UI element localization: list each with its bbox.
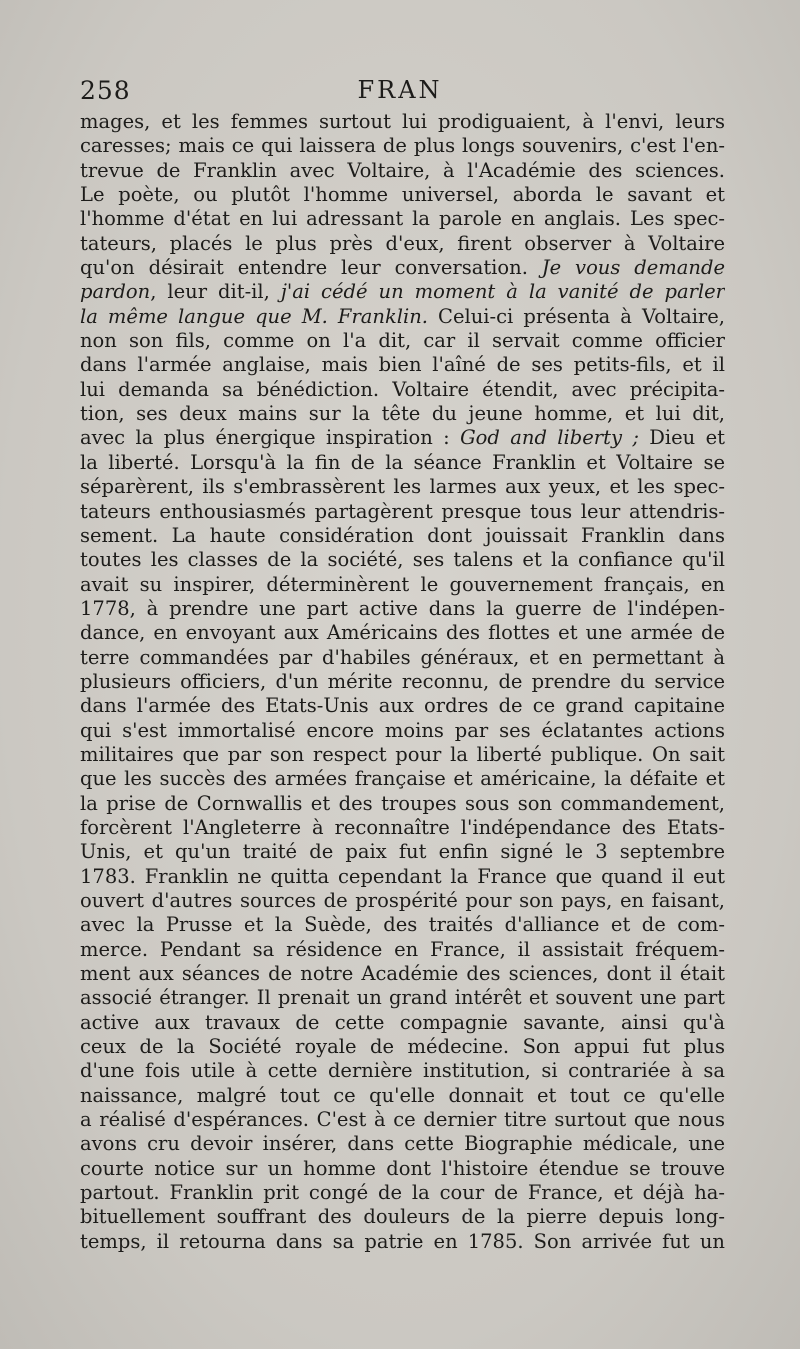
text-line — [80, 232, 725, 256]
italic-text: Je vous demande — [541, 256, 725, 280]
page-header — [80, 76, 720, 110]
text-segment: qui s'est immortalisé encore moins par ses éclatantes actions — [80, 718, 725, 742]
italic-text: God and liberty ; — [460, 426, 639, 450]
text-line — [80, 1132, 725, 1156]
text-segment: tateurs enthousiasmés partagèrent presque tous leur attendris- — [80, 499, 725, 523]
text-segment: qu'on désirait entendre leur conversation. — [80, 256, 542, 280]
body-text — [80, 110, 725, 1254]
text-line — [80, 1084, 725, 1108]
text-line — [80, 305, 725, 329]
text-segment: séparèrent, ils s'embrassèrent les larmes aux yeux, et les spec- — [80, 475, 725, 499]
text-segment: mages, et les femmes surtout lui prodiguaient, à l'envi, leurs — [80, 110, 725, 133]
text-segment: temps, il retourna dans sa patrie en 1785. Son arrivée fut un — [80, 1229, 725, 1253]
text-segment: merce. Pendant sa résidence en France, il assistait fréquem- — [80, 937, 725, 961]
text-line — [80, 475, 725, 499]
text-line — [80, 816, 725, 840]
italic-text: j'ai cédé un moment à la vanité de parler — [280, 280, 725, 304]
text-segment: bituellement souffrant des douleurs de la pierre depuis long- — [80, 1205, 725, 1229]
text-segment: la prise de Cornwallis et des troupes sous son commandement, — [80, 791, 725, 815]
text-segment: a réalisé d'espérances. C'est à ce dernier titre surtout que nous — [80, 1108, 725, 1132]
text-line — [80, 646, 725, 670]
text-segment: caresses; mais ce qui laissera de plus longs souvenirs, c'est l'en- — [80, 134, 725, 158]
text-line — [80, 986, 725, 1010]
text-segment: l'homme d'état en lui adressant la parole en anglais. Les spec- — [80, 207, 725, 231]
text-segment: dance, en envoyant aux Américains des flottes et une armée de — [80, 621, 725, 645]
text-segment: , leur dit-il, — [150, 280, 281, 304]
text-line — [80, 548, 725, 572]
text-line — [80, 743, 725, 767]
text-segment: sement. La haute considération dont jouissait Franklin dans — [80, 523, 725, 547]
text-line — [80, 767, 725, 791]
text-segment: non son fils, comme on l'a dit, car il servait comme officier — [80, 329, 725, 353]
text-line — [80, 1230, 725, 1254]
text-line — [80, 378, 725, 402]
text-segment: Unis, et qu'un traité de paix fut enfin signé le 3 septembre — [80, 840, 725, 864]
text-line — [80, 573, 725, 597]
text-segment: 1778, à prendre une part active dans la guerre de l'indépen- — [80, 596, 725, 620]
text-segment: tion, ses deux mains sur la tête du jeune homme, et lui dit, — [80, 402, 725, 426]
text-segment: associé étranger. Il prenait un grand intérêt et souvent une part — [80, 986, 725, 1010]
text-line — [80, 402, 725, 426]
text-segment: courte notice sur un homme dont l'histoire étendue se trouve — [80, 1156, 725, 1180]
text-segment: active aux travaux de cette compagnie savante, ainsi qu'à — [80, 1010, 725, 1034]
text-line — [80, 1157, 725, 1181]
text-line — [80, 207, 725, 231]
text-segment: dans l'armée anglaise, mais bien l'aîné de ses petits-fils, et il — [80, 353, 725, 377]
text-line — [80, 280, 725, 304]
text-line — [80, 938, 725, 962]
text-line — [80, 159, 725, 183]
italic-text: pardon — [80, 280, 151, 304]
text-segment: naissance, malgré tout ce qu'elle donnait et tout ce qu'elle — [80, 1083, 725, 1107]
text-segment: d'une fois utile à cette dernière institution, si contrariée à sa — [80, 1059, 725, 1083]
text-line — [80, 621, 725, 645]
text-line — [80, 694, 725, 718]
text-segment: dans l'armée des Etats-Unis aux ordres de ce grand capitaine — [80, 694, 725, 718]
text-line — [80, 1035, 725, 1059]
text-line — [80, 329, 725, 353]
text-line — [80, 792, 725, 816]
text-line — [80, 840, 725, 864]
text-line — [80, 353, 725, 377]
text-segment: militaires que par son respect pour la liberté publique. On sait — [80, 742, 725, 766]
text-line — [80, 500, 725, 524]
running-title: FRAN — [357, 76, 443, 104]
text-line — [80, 1108, 725, 1132]
text-segment: toutes les classes de la société, ses talens et la confiance qu'il — [80, 548, 725, 572]
text-segment: avons cru devoir insérer, dans cette Biographie médicale, une — [80, 1132, 725, 1156]
text-line — [80, 256, 725, 280]
text-segment: partout. Franklin prit congé de la cour de France, et déjà ha- — [80, 1181, 725, 1205]
text-segment: 1783. Franklin ne quitta cependant la France que quand il eut — [80, 864, 725, 888]
text-line — [80, 1011, 725, 1035]
text-segment: la liberté. Lorsqu'à la fin de la séance Franklin et Voltaire se — [80, 450, 725, 474]
text-line — [80, 1181, 725, 1205]
text-segment: ment aux séances de notre Académie des sciences, dont il était — [80, 962, 725, 986]
text-line — [80, 1059, 725, 1083]
text-line — [80, 524, 725, 548]
text-line — [80, 1205, 725, 1229]
text-segment: avait su inspirer, déterminèrent le gouvernement français, en — [80, 572, 725, 596]
text-line — [80, 670, 725, 694]
text-segment: forcèrent l'Angleterre à reconnaître l'indépendance des Etats- — [80, 815, 725, 839]
text-line — [80, 110, 725, 134]
text-segment: Le poète, ou plutôt l'homme universel, aborda le savant et — [80, 183, 725, 207]
text-line — [80, 962, 725, 986]
text-line — [80, 719, 725, 743]
text-line — [80, 913, 725, 937]
text-segment: terre commandées par d'habiles généraux, et en permettant à — [80, 645, 725, 669]
text-segment: lui demanda sa bénédiction. Voltaire étendit, avec précipita- — [80, 377, 725, 401]
text-line — [80, 426, 725, 450]
text-segment: ceux de la Société royale de médecine. Son appui fut plus — [80, 1035, 725, 1059]
text-line — [80, 865, 725, 889]
text-line — [80, 451, 725, 475]
page-number: 258 — [80, 76, 131, 105]
text-segment: trevue de Franklin avec Voltaire, à l'Académie des sciences. — [80, 158, 725, 182]
text-line — [80, 134, 725, 158]
text-segment: tateurs, placés le plus près d'eux, firent observer à Voltaire — [80, 231, 725, 255]
italic-text: la même langue que M. Franklin. — [80, 304, 428, 328]
text-segment: Celui-ci présenta à Voltaire, — [428, 304, 725, 328]
text-segment: avec la plus énergique inspiration : — [80, 426, 461, 450]
text-segment: ouvert d'autres sources de prospérité pour son pays, en faisant, — [80, 889, 725, 912]
text-segment: plusieurs officiers, d'un mérite reconnu, de prendre du service — [80, 669, 725, 693]
text-line — [80, 183, 725, 207]
text-segment: avec la Prusse et la Suède, des traités d'alliance et de com- — [80, 913, 725, 937]
text-segment: Dieu et — [638, 426, 725, 450]
text-line — [80, 597, 725, 621]
text-segment: que les succès des armées française et américaine, la défaite et — [80, 767, 725, 791]
text-line — [80, 889, 725, 913]
